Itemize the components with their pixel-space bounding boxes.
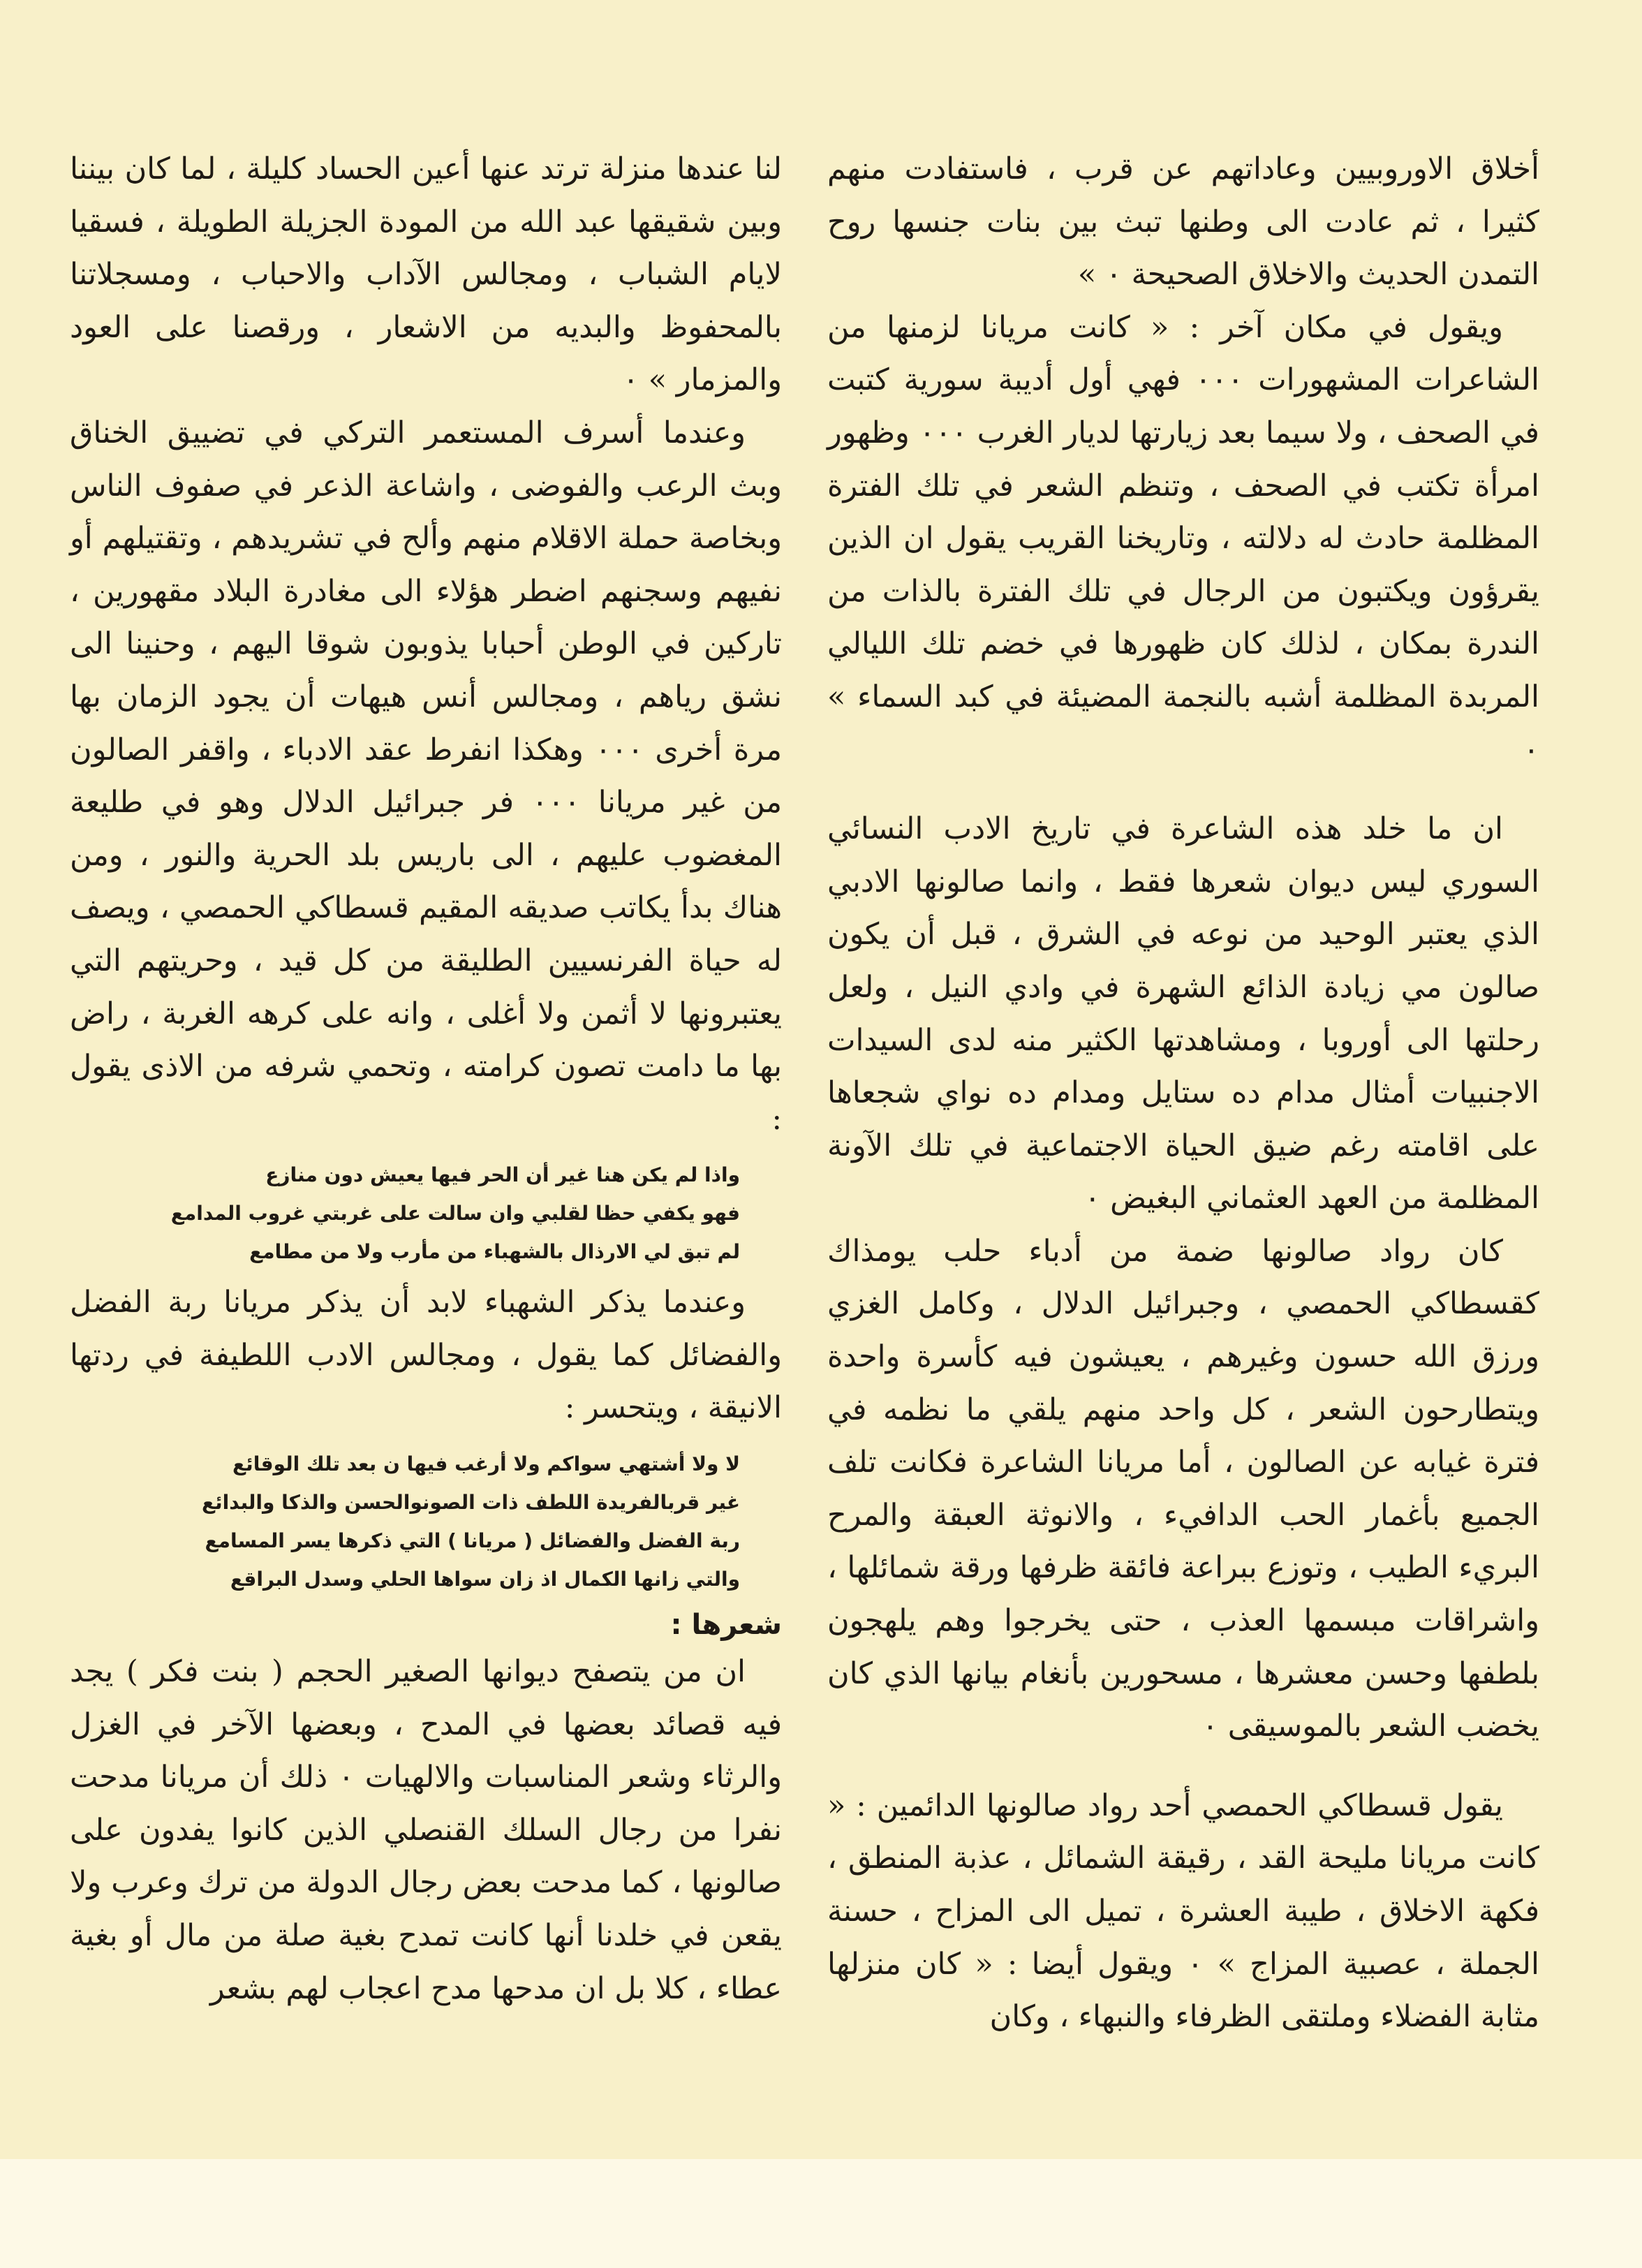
poem-verse: لا ولا أشتهي سواكم ولا أرغب فيها ن بعد تلك الوقائع — [232, 1452, 740, 1476]
section-heading: شعرها : — [670, 1609, 782, 1642]
poem-verse: غير قربالفريدة اللطف ذات الصونوالحسن والذكا والبدائع — [202, 1491, 740, 1515]
paragraph: يقول قسطاكي الحمصي أحد رواد صالونها الدائمين : « كانت مريانا مليحة القد ، رقيقة الشمائل ، عذبة المنطق ، فكهة الاخلاق ، طيبة العشرة ، تميل الى المزاح ، حسنة الجملة ، عصبية المزاج » ٠ ويقول أيضا : « كان منزلها مثابة الفضلاء وملتقى الظرفاء والنبهاء ، وكان — [827, 1788, 1539, 2035]
paragraph: ان من يتصفح ديوانها الصغير الحجم ( بنت فكر ) يجد فيه قصائد بعضها في المدح ، وبعضها الآخر في الغزل والرثاء وشعر المناسبات والالهيات ٠ ذلك أن مريانا مدحت نفرا من رجال السلك القنصلي الذين كانوا يفدون على صالونها ، كما مدحت بعض رجال الدولة من ترك وعرب ولا يقعن في خلدنا أنها كانت تمدح بغية صلة من مال أو بغية عطاء ، كلا بل ان مدحها مدح اعجاب لهم بشعر — [70, 1654, 782, 2006]
paragraph: ويقول في مكان آخر : « كانت مريانا لزمنها من الشاعرات المشهورات ٠٠٠ فهي أول أديبة سورية كتبت في الصحف ، ولا سيما بعد زيارتها لديار الغرب ٠٠٠ وظهور امرأة تكتب في الصحف ، وتنظم الشعر في تلك الفترة المظلمة حادث له دلالته ، وتاريخنا القريب يقول ان الذين يقرؤون ويكتبون من الرجال في تلك الفترة بالذات من الندرة بمكان ، لذلك كان ظهورها في خضم تلك الليالي المربدة المظلمة أشبه بالنجمة المضيئة في كبد السماء » ٠ — [827, 309, 1540, 767]
paragraph: أخلاق الاوروبيين وعاداتهم عن قرب ، فاستفادت منهم كثيرا ، ثم عادت الى وطنها تبث بين بنات جنسها روح التمدن الحديث والاخلاق الصحيحة ٠ » — [827, 152, 1539, 293]
poem-verse: لم تبق لي الارذال بالشهباء من مأرب ولا من مطامع — [249, 1240, 740, 1264]
poem-verse: والتي زانها الكمال اذ زان سواها الحلي وسدل البراقع — [230, 1568, 740, 1591]
paragraph: وعندما يذكر الشهباء لابد أن يذكر مريانا ربة الفضل والفضائل كما يقول ، ومجالس الادب اللطيفة في ردتها الانيقة ، ويتحسر : — [70, 1285, 782, 1426]
poem-verse: واذا لم يكن هنا غير أن الحر فيها يعيش دون منازع — [265, 1163, 740, 1187]
poem-excerpt — [70, 1445, 782, 1598]
right-text-column — [827, 143, 1539, 2044]
paragraph: كان رواد صالونها ضمة من أدباء حلب يومذاك كقسطاكي الحمصي ، وجبرائيل الدلال ، وكامل الغزي ورزق الله حسون وغيرهم ، يعيشون فيه كأسرة واحدة ويتطارحون الشعر ، كل واحد منهم يلقي ما نظمه في فترة غيابه عن الصالون ، أما مريانا الشاعرة فكانت تلف الجميع بأغمار الحب الدافيء ، والانوثة العبقة والمرح البريء الطيب ، وتوزع ببراعة فائقة ظرفها ورقة شمائلها ، واشراقات مبسمها العذب ، حتى يخرجوا وهم يلهجون بلطفها وحسن معشرها ، مسحورين بأنغام بيانها الذي كان يخضب الشعر بالموسيقى ٠ — [827, 1233, 1539, 1744]
left-text-column — [70, 143, 782, 2015]
paragraph: لنا عندها منزلة ترتد عنها أعين الحساد كليلة ، لما كان بيننا وبين شقيقها عبد الله من المودة الجزيلة الطويلة ، فسقيا لايام الشباب ، ومجالس الآداب والاحباب ، ومسجلاتنا بالمحفوظ والبديه من الاشعار ، ورقصنا على العود والمزمار » ٠ — [70, 152, 782, 398]
poem-verse: ربة الفضل والفضائل ( مريانا ) التي ذكرها يسر المسامع — [205, 1529, 740, 1553]
poem-verse: فهو يكفي حظا لقلبي وان سالت على غربتي غروب المدامع — [170, 1202, 740, 1225]
page-bottom-margin — [0, 2159, 1642, 2268]
paragraph: وعندما أسرف المستعمر التركي في تضييق الخناق وبث الرعب والفوضى ، واشاعة الذعر في صفوف الناس وبخاصة حملة الاقلام منهم وألح في تشريدهم ، وتقتيلهم أو نفيهم وسجنهم اضطر هؤلاء الى مغادرة البلاد مقهورين ، تاركين في الوطن أحبابا يذوبون شوقا اليهم ، وحنينا الى نشق رياهم ، ومجالس أنس هيهات أن يجود الزمان بها مرة أخرى ٠٠٠ وهكذا انفرط عقد الادباء ، واقفر الصالون من غير مريانا ٠٠٠ فر جبرائيل الدلال وهو في طليعة المغضوب عليهم ، الى باريس بلد الحرية والنور ، ومن هناك بدأ يكاتب صديقه المقيم قسطاكي الحمصي ، ويصف له حياة الفرنسيين الطليقة من كل قيد ، وحريتهم التي يعتبرونها لا أثمن ولا أغلى ، وانه على كرهه الغربة ، راض بها ما دامت تصون كرامته ، وتحمي شرفه من الاذى يقول : — [70, 415, 782, 1137]
paragraph: ان ما خلد هذه الشاعرة في تاريخ الادب النسائي السوري ليس ديوان شعرها فقط ، وانما صالونها الادبي الذي يعتبر الوحيد من نوعه في الشرق ، قبل أن يكون صالون مي زيادة الذائع الشهرة في وادي النيل ، ولعل رحلتها الى أوروبا ، ومشاهدتها الكثير منه لدى السيدات الاجنبيات أمثال مدام ده ستايل ومدام ده نواي شجعاها على اقامته رغم ضيق الحياة الاجتماعية في تلك الآونة المظلمة من العهد العثماني البغيض ٠ — [827, 811, 1539, 1216]
poem-excerpt — [70, 1156, 782, 1271]
